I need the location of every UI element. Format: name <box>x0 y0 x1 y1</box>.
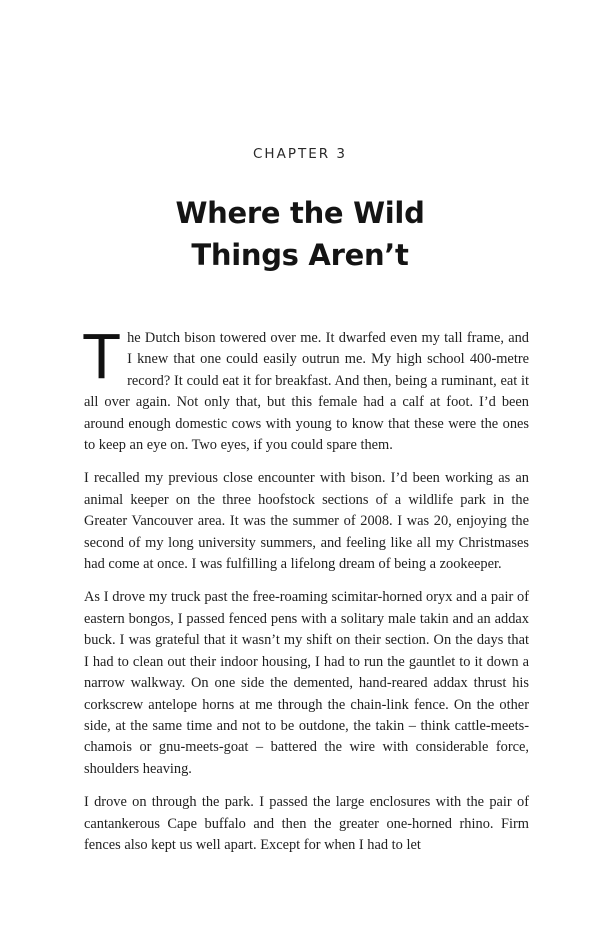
drop-cap: T <box>82 320 122 392</box>
chapter-body <box>82 320 529 868</box>
paragraph-1-text: he Dutch bison towered over me. It dwarfed even my tall frame, and I knew that one could easily outrun me. My high school 400-metre record? It could eat it for breakfast. And then, being a ruminant, eat it all over again. Not only that, but this female had a calf at foot. I’d been around enough domestic cows with young to know that these were the ones to keep an eye on. Two eyes, if you could spare them. <box>84 330 529 454</box>
chapter-title-line-2: Things Aren’t <box>191 238 409 272</box>
chapter-title <box>0 192 600 276</box>
paragraph-3: As I drove my truck past the free-roaming scimitar-horned oryx and a pair of eastern bongos, I passed fenced pens with a solitary male takin and an addax buck. I was grateful that it wasn’t my shift on their section. On the days that I had to clean out their indoor housing, I had to run the gauntlet to it down a narrow walkway. On one side the demented, hand-reared addax thrust his corkscrew antelope horns at me through the chain-link fence. On the other side, at the same time and not to be outdone, the takin – think cattle-meets-chamois or gnu-meets-goat – battered the wire with considerable force, shoulders heaving. <box>84 589 529 777</box>
paragraph-4: I drove on through the park. I passed the large enclosures with the pair of cantankerous Cape buffalo and then the greater one-horned rhino. Firm fences also kept us well apart. Except for when I had to let <box>84 794 529 853</box>
chapter-number: CHAPTER 3 <box>253 146 347 162</box>
paragraph-2: I recalled my previous close encounter with bison. I’d been working as an animal keeper on the three hoofstock sections of a wildlife park in the Greater Vancouver area. It was the summer of 2008. I was 20, enjoying the second of my long university summers, and feeling like all my Christmases had come at once. I was fulfilling a lifelong dream of being a zookeeper. <box>84 470 529 573</box>
chapter-title-line-1: Where the Wild <box>175 196 425 230</box>
paragraph-1 <box>82 320 529 456</box>
